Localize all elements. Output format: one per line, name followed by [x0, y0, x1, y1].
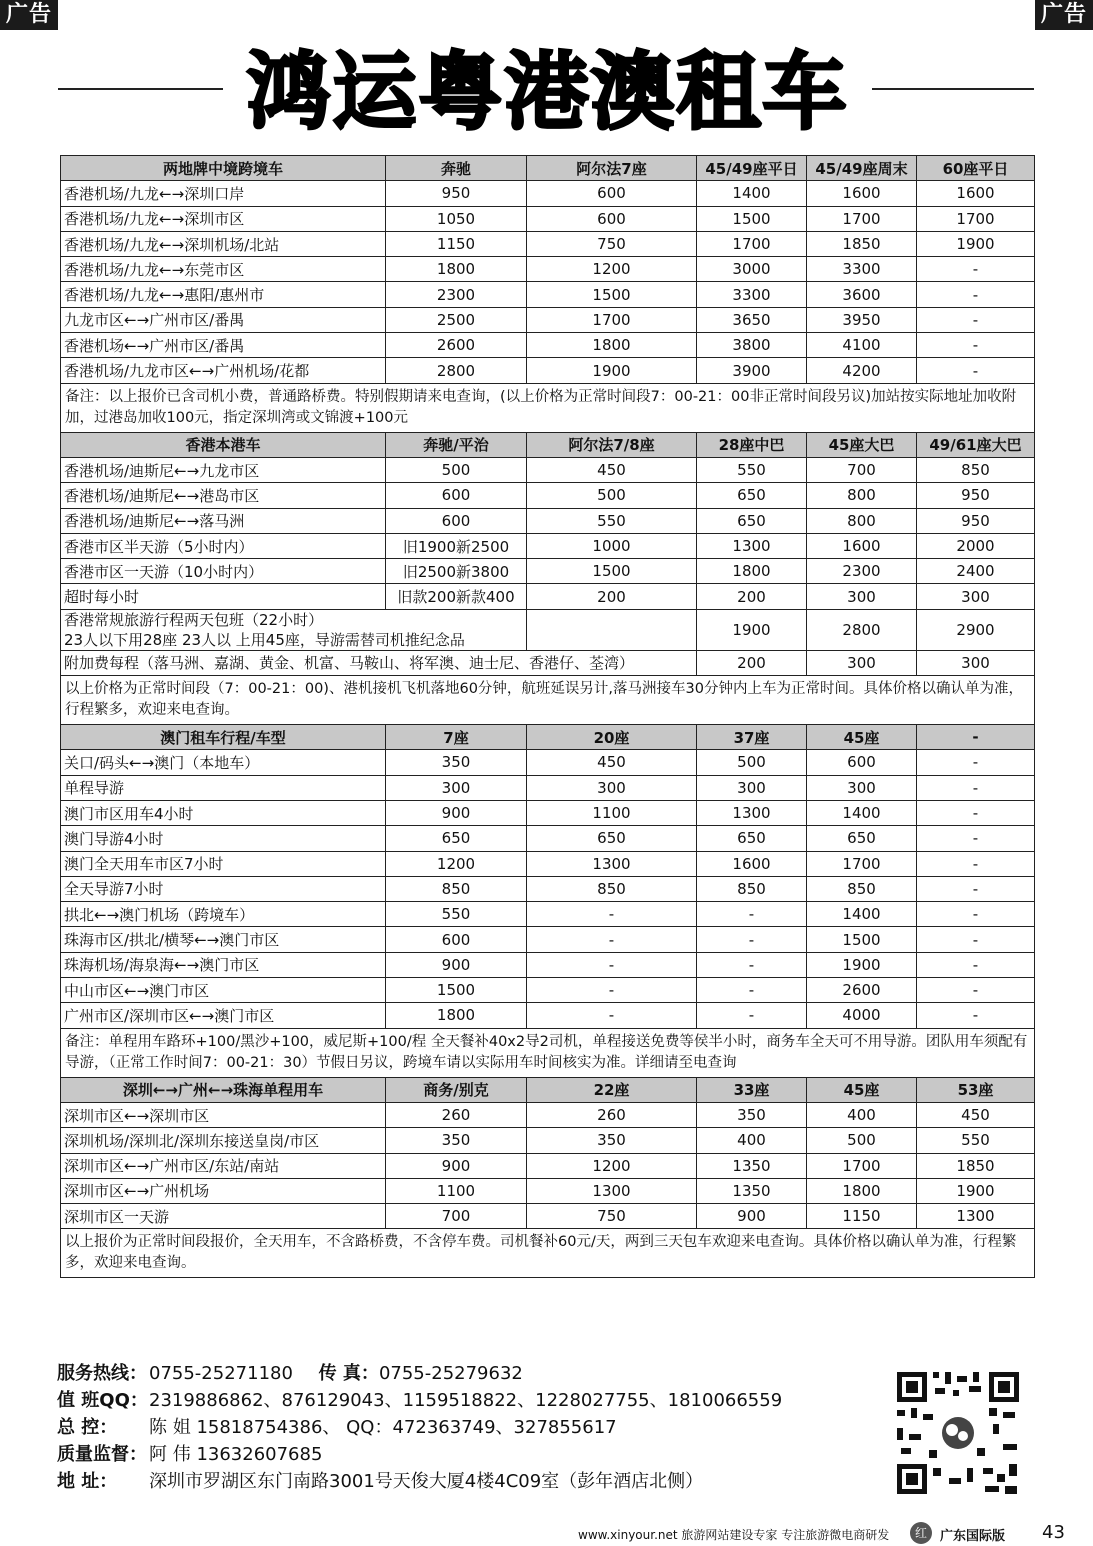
price-cell: 300: [807, 650, 917, 675]
price-cell: -: [917, 1003, 1035, 1028]
price-cell: 550: [917, 1128, 1035, 1153]
table-row: [61, 206, 1035, 231]
route-cell: 香港机场/迪斯尼←→落马洲: [61, 508, 386, 533]
contact-row-address: [57, 1468, 782, 1495]
price-cell: 600: [527, 206, 697, 231]
table-row: [61, 559, 1035, 584]
price-cell: 700: [386, 1204, 527, 1229]
price-cell: 1500: [697, 206, 807, 231]
price-cell: -: [697, 978, 807, 1003]
table-row: [61, 358, 1035, 383]
price-cell: -: [697, 902, 807, 927]
price-cell: 300: [386, 775, 527, 800]
price-cell: 1350: [697, 1153, 807, 1178]
price-cell: 1050: [386, 206, 527, 231]
column-header: 45/49座平日: [697, 156, 807, 181]
price-cell: 650: [697, 508, 807, 533]
table-row: [61, 1128, 1035, 1153]
table-row: [61, 1204, 1035, 1229]
title-divider-left: [58, 88, 223, 90]
price-cell: 600: [386, 483, 527, 508]
price-cell: 300: [697, 775, 807, 800]
price-cell: 900: [386, 1153, 527, 1178]
price-cell: 550: [527, 508, 697, 533]
price-cell: 1300: [697, 800, 807, 825]
route-cell: 香港市区一天游（10小时内）: [61, 559, 386, 584]
quality-label: 质量监督：: [57, 1444, 147, 1465]
price-cell: 1700: [527, 307, 697, 332]
route-cell: 香港机场/九龙←→东莞市区: [61, 257, 386, 282]
price-cell: -: [527, 1003, 697, 1028]
route-cell: 珠海机场/海泉海←→澳门市区: [61, 952, 386, 977]
table-row: [61, 826, 1035, 851]
price-cell: 3900: [697, 358, 807, 383]
price-cell: 850: [917, 457, 1035, 482]
table-row: [61, 533, 1035, 558]
qq-label: 值 班QQ：: [57, 1390, 148, 1411]
table-row: [61, 952, 1035, 977]
ad-label-right: 广告: [1035, 0, 1093, 30]
title-banner: [0, 38, 1093, 148]
price-cell: 900: [697, 1204, 807, 1229]
price-cell: -: [917, 927, 1035, 952]
column-header: 两地牌中境跨境车: [61, 156, 386, 181]
price-cell: 1900: [697, 609, 807, 650]
route-cell: 香港机场←→广州市区/番禺: [61, 333, 386, 358]
route-cell: [61, 609, 527, 650]
price-cell: 600: [386, 927, 527, 952]
page-footer: [560, 1520, 1080, 1546]
price-cell: 550: [697, 457, 807, 482]
price-cell: 1300: [527, 1178, 697, 1203]
route-cell: 香港机场/九龙市区←→广州机场/花都: [61, 358, 386, 383]
price-cell: 1200: [527, 257, 697, 282]
price-cell: -: [697, 952, 807, 977]
price-cell: 1350: [697, 1178, 807, 1203]
address-label: 地 址：: [57, 1471, 118, 1492]
price-cell: 1700: [917, 206, 1035, 231]
price-cell: 2400: [917, 559, 1035, 584]
column-header: 香港本港车: [61, 432, 386, 457]
price-cell: -: [917, 307, 1035, 332]
table-row: [61, 978, 1035, 1003]
route-cell: 深圳市区←→深圳市区: [61, 1102, 386, 1127]
price-cell: 3000: [697, 257, 807, 282]
contact-row-hotline: [57, 1360, 782, 1387]
control-label: 总 控：: [57, 1417, 118, 1438]
price-cell: 1100: [386, 1178, 527, 1203]
route-cell: 广州市区/深圳市区←→澳门市区: [61, 1003, 386, 1028]
special-line-2: 23人以下用28座 23人以 上用45座，导游需替司机推纪念品: [64, 630, 465, 649]
price-cell: 300: [917, 650, 1035, 675]
column-header: 45座大巴: [807, 432, 917, 457]
price-cell: 1900: [807, 952, 917, 977]
column-header: 7座: [386, 725, 527, 750]
table-row: [61, 584, 1035, 609]
footer-brand: 广东国际版: [940, 1529, 1006, 1544]
price-cell: 1800: [697, 559, 807, 584]
price-cell: 1900: [917, 231, 1035, 256]
price-cell: 3650: [697, 307, 807, 332]
table-row: [61, 333, 1035, 358]
price-cell: 300: [917, 584, 1035, 609]
price-cell: -: [917, 750, 1035, 775]
price-cell: 1500: [386, 978, 527, 1003]
table-row: [61, 750, 1035, 775]
price-cell: 550: [386, 902, 527, 927]
table-row: [61, 282, 1035, 307]
route-cell: 深圳市区一天游: [61, 1204, 386, 1229]
brand-icon: 红: [910, 1522, 932, 1544]
price-cell: 500: [527, 483, 697, 508]
price-cell: 1700: [807, 1153, 917, 1178]
table-row: [61, 876, 1035, 901]
price-cell: 350: [386, 1128, 527, 1153]
price-cell: 400: [697, 1128, 807, 1153]
price-cell: 4100: [807, 333, 917, 358]
column-header: 45座: [807, 1077, 917, 1102]
table-row: [61, 1153, 1035, 1178]
price-cell: 旧1900新2500: [386, 533, 527, 558]
control-contact: 陈 姐 15818754386、 QQ：472363749、327855617: [149, 1417, 617, 1438]
price-cell: 950: [917, 483, 1035, 508]
note-row: [61, 383, 1035, 432]
price-cell: -: [697, 1003, 807, 1028]
price-cell: 450: [527, 457, 697, 482]
column-header: 深圳←→广州←→珠海单程用车: [61, 1077, 386, 1102]
quality-contact: 阿 伟 13632607685: [149, 1444, 323, 1465]
price-cell: -: [917, 978, 1035, 1003]
price-cell: 1150: [386, 231, 527, 256]
route-cell: 附加费每程（落马洲、嘉湖、黄金、机富、马鞍山、将军澳、迪士尼、香港仔、荃湾）: [61, 650, 697, 675]
price-cell: 3950: [807, 307, 917, 332]
route-cell: 香港机场/迪斯尼←→港岛市区: [61, 483, 386, 508]
price-cell: 200: [527, 584, 697, 609]
table-row: [61, 927, 1035, 952]
route-cell: 全天导游7小时: [61, 876, 386, 901]
price-cell: 4200: [807, 358, 917, 383]
price-cell: -: [697, 927, 807, 952]
route-cell: 香港市区半天游（5小时内）: [61, 533, 386, 558]
price-cell: 2300: [386, 282, 527, 307]
price-cell: 1100: [527, 800, 697, 825]
price-cell: 450: [527, 750, 697, 775]
price-cell: 1700: [807, 851, 917, 876]
price-cell: -: [917, 902, 1035, 927]
price-cell: 1000: [527, 533, 697, 558]
price-cell: 1850: [917, 1153, 1035, 1178]
route-cell: 深圳市区←→广州机场: [61, 1178, 386, 1203]
price-cell: 2800: [386, 358, 527, 383]
route-cell: 深圳机场/深圳北/深圳东接送皇岗/市区: [61, 1128, 386, 1153]
price-cell: 900: [386, 800, 527, 825]
title-divider-right: [872, 88, 1034, 90]
route-cell: 珠海市区/拱北/横琴←→澳门市区: [61, 927, 386, 952]
column-header: 22座: [527, 1077, 697, 1102]
column-header: 20座: [527, 725, 697, 750]
price-cell: 2300: [807, 559, 917, 584]
table-row: [61, 457, 1035, 482]
section-header-row: [61, 1077, 1035, 1102]
hotline-label: 服务热线：: [57, 1363, 147, 1384]
table-row: [61, 1003, 1035, 1028]
column-header: 37座: [697, 725, 807, 750]
price-cell: 1800: [386, 1003, 527, 1028]
table-row: [61, 483, 1035, 508]
table-row: [61, 902, 1035, 927]
address-text: 深圳市罗湖区东门南路3001号天俊大厦4楼4C09室（彭年酒店北侧）: [149, 1471, 704, 1492]
column-header: 45座: [807, 725, 917, 750]
price-cell: 1600: [697, 851, 807, 876]
table-row: [61, 609, 1035, 650]
price-cell: -: [527, 978, 697, 1003]
price-cell: 600: [527, 181, 697, 206]
route-cell: 澳门市区用车4小时: [61, 800, 386, 825]
price-cell: 1300: [917, 1204, 1035, 1229]
price-cell: -: [527, 952, 697, 977]
note-row: [61, 676, 1035, 725]
note-row: [61, 1028, 1035, 1077]
price-cell: 旧2500新3800: [386, 559, 527, 584]
route-cell: 香港机场/九龙←→惠阳/惠州市: [61, 282, 386, 307]
price-cell: 1500: [527, 559, 697, 584]
price-cell: 350: [386, 750, 527, 775]
column-header: 33座: [697, 1077, 807, 1102]
column-header: 60座平日: [917, 156, 1035, 181]
price-cell: 3600: [807, 282, 917, 307]
price-cell: -: [917, 257, 1035, 282]
price-cell: 1400: [807, 902, 917, 927]
price-cell: 3300: [697, 282, 807, 307]
route-cell: 单程导游: [61, 775, 386, 800]
price-cell: 200: [697, 584, 807, 609]
section-header-row: [61, 156, 1035, 181]
price-cell: 3800: [697, 333, 807, 358]
price-cell: 650: [807, 826, 917, 851]
hotline-number: 0755-25271180: [149, 1363, 293, 1384]
section-header-row: [61, 432, 1035, 457]
column-header: 28座中巴: [697, 432, 807, 457]
table-row: [61, 508, 1035, 533]
price-cell: 600: [807, 750, 917, 775]
contact-row-control: [57, 1414, 782, 1441]
route-cell: 拱北←→澳门机场（跨境车）: [61, 902, 386, 927]
route-cell: 关口/码头←→澳门（本地车）: [61, 750, 386, 775]
price-cell: 800: [807, 483, 917, 508]
price-cell: 500: [386, 457, 527, 482]
price-cell: 200: [697, 650, 807, 675]
price-cell: 1700: [697, 231, 807, 256]
table-row: [61, 257, 1035, 282]
price-cell: 1700: [807, 206, 917, 231]
price-cell: 650: [386, 826, 527, 851]
route-cell: 澳门全天用车市区7小时: [61, 851, 386, 876]
price-cell: 2600: [807, 978, 917, 1003]
price-cell: -: [917, 876, 1035, 901]
price-cell: 1400: [697, 181, 807, 206]
table-row: [61, 181, 1035, 206]
price-cell: 850: [527, 876, 697, 901]
price-cell: 400: [807, 1102, 917, 1127]
ad-label-left: 广告: [0, 0, 58, 30]
price-cell: 旧款200新款400: [386, 584, 527, 609]
column-header: 奔驰: [386, 156, 527, 181]
price-cell: 800: [807, 508, 917, 533]
table-row: [61, 1178, 1035, 1203]
price-cell: 260: [527, 1102, 697, 1127]
section-header-row: [61, 725, 1035, 750]
contact-row-quality: [57, 1441, 782, 1468]
contact-block: [57, 1360, 782, 1495]
section-note: 备注：单程用车路环+100/黑沙+100，威尼斯+100/程 全天餐补40x2导2司机，单程接送免费等侯半小时，商务车全天可不用导游。团队用车须配有导游，（正常工作时间7：00-21：30）节假日另议，跨境车请以实际用车时间核实为准。详细请至电查询: [61, 1028, 1035, 1077]
price-cell: 1150: [807, 1204, 917, 1229]
column-header: 53座: [917, 1077, 1035, 1102]
table-row: [61, 1102, 1035, 1127]
route-cell: 香港机场/九龙←→深圳机场/北站: [61, 231, 386, 256]
price-cell: 1800: [527, 333, 697, 358]
qr-code-icon: [893, 1368, 1023, 1498]
price-cell: [527, 609, 697, 650]
table-row: [61, 231, 1035, 256]
price-cell: 1500: [527, 282, 697, 307]
route-cell: 香港机场/九龙←→深圳市区: [61, 206, 386, 231]
price-cell: -: [917, 775, 1035, 800]
column-header: 阿尔法7/8座: [527, 432, 697, 457]
table-row: [61, 851, 1035, 876]
price-cell: 750: [527, 231, 697, 256]
price-cell: 300: [807, 584, 917, 609]
section-note: 以上报价为正常时间段报价，全天用车，不含路桥费，不含停车费。司机餐补60元/天，两到三天包车欢迎来电查询。具体价格以确认单为准，行程繁多，欢迎来电查询。: [61, 1229, 1035, 1278]
price-cell: 350: [697, 1102, 807, 1127]
price-cell: -: [527, 902, 697, 927]
footer-tagline: www.xinyour.net 旅游网站建设专家 专注旅游微电商研发: [578, 1528, 890, 1542]
price-cell: 500: [697, 750, 807, 775]
table-row: [61, 775, 1035, 800]
route-cell: 深圳市区←→广州市区/东站/南站: [61, 1153, 386, 1178]
price-cell: 1500: [807, 927, 917, 952]
route-cell: 澳门导游4小时: [61, 826, 386, 851]
price-cell: 300: [527, 775, 697, 800]
price-cell: 450: [917, 1102, 1035, 1127]
price-cell: 300: [807, 775, 917, 800]
column-header: 45/49座周末: [807, 156, 917, 181]
route-cell: 香港机场/九龙←→深圳口岸: [61, 181, 386, 206]
price-cell: 1300: [697, 533, 807, 558]
price-cell: 600: [386, 508, 527, 533]
price-cell: 1800: [807, 1178, 917, 1203]
price-cell: 1600: [807, 533, 917, 558]
column-header: 阿尔法7座: [527, 156, 697, 181]
price-cell: 1600: [807, 181, 917, 206]
page-number: 43: [1042, 1522, 1065, 1543]
price-cell: 3300: [807, 257, 917, 282]
special-line-1: 香港常规旅游行程两天包班（22小时）: [64, 610, 324, 629]
price-cell: 1400: [807, 800, 917, 825]
price-cell: 1300: [527, 851, 697, 876]
price-cell: 850: [386, 876, 527, 901]
route-cell: 超时每小时: [61, 584, 386, 609]
qq-numbers: 2319886862、876129043、1159518822、1228027755、1810066559: [149, 1390, 783, 1411]
price-cell: 650: [697, 826, 807, 851]
price-cell: 2600: [386, 333, 527, 358]
price-cell: -: [917, 952, 1035, 977]
price-cell: 650: [527, 826, 697, 851]
table-row: [61, 800, 1035, 825]
price-cell: -: [917, 282, 1035, 307]
route-cell: 香港机场/迪斯尼←→九龙市区: [61, 457, 386, 482]
route-cell: 中山市区←→澳门市区: [61, 978, 386, 1003]
column-header: 奔驰/平治: [386, 432, 527, 457]
table-row: [61, 650, 1035, 675]
price-cell: 4000: [807, 1003, 917, 1028]
price-cell: 2500: [386, 307, 527, 332]
price-cell: 650: [697, 483, 807, 508]
price-cell: 1200: [527, 1153, 697, 1178]
price-cell: -: [917, 851, 1035, 876]
price-cell: 1900: [917, 1178, 1035, 1203]
price-cell: 2900: [917, 609, 1035, 650]
note-row: [61, 1229, 1035, 1278]
price-cell: 850: [807, 876, 917, 901]
column-header: 澳门租车行程/车型: [61, 725, 386, 750]
column-header: 49/61座大巴: [917, 432, 1035, 457]
price-cell: -: [917, 333, 1035, 358]
price-cell: 1900: [527, 358, 697, 383]
route-cell: 九龙市区←→广州市区/番禺: [61, 307, 386, 332]
price-cell: 350: [527, 1128, 697, 1153]
price-cell: 1800: [386, 257, 527, 282]
page-title: 鸿运粤港澳租车: [246, 43, 849, 141]
price-cell: 750: [527, 1204, 697, 1229]
price-table: [60, 155, 1035, 1278]
price-cell: 1850: [807, 231, 917, 256]
fax-label: 传 真：: [318, 1363, 379, 1384]
price-cell: -: [917, 826, 1035, 851]
price-cell: -: [917, 800, 1035, 825]
price-cell: 700: [807, 457, 917, 482]
price-cell: -: [917, 358, 1035, 383]
table-row: [61, 307, 1035, 332]
price-cell: 1200: [386, 851, 527, 876]
column-header: 商务/别克: [386, 1077, 527, 1102]
price-cell: 850: [697, 876, 807, 901]
price-cell: 1600: [917, 181, 1035, 206]
price-cell: 950: [917, 508, 1035, 533]
price-cell: 500: [807, 1128, 917, 1153]
fax-number: 0755-25279632: [378, 1363, 523, 1384]
price-cell: 260: [386, 1102, 527, 1127]
price-cell: 950: [386, 181, 527, 206]
column-header: -: [917, 725, 1035, 750]
price-cell: -: [527, 927, 697, 952]
price-cell: 900: [386, 952, 527, 977]
section-note: 备注：以上报价已含司机小费，普通路桥费。特别假期请来电查询，(以上价格为正常时间段7：00-21：00非正常时间段另议)加站按实际地址加收附加，过港岛加收100元，指定深圳湾或文锦渡+100元: [61, 383, 1035, 432]
price-cell: 2000: [917, 533, 1035, 558]
section-note: 以上价格为正常时间段（7：00-21：00)、港机接机飞机落地60分钟，航班延误另计,落马洲接车30分钟内上车为正常时间。具体价格以确认单为准，行程繁多，欢迎来电查询。: [61, 676, 1035, 725]
contact-row-qq: [57, 1387, 782, 1414]
price-cell: 2800: [807, 609, 917, 650]
